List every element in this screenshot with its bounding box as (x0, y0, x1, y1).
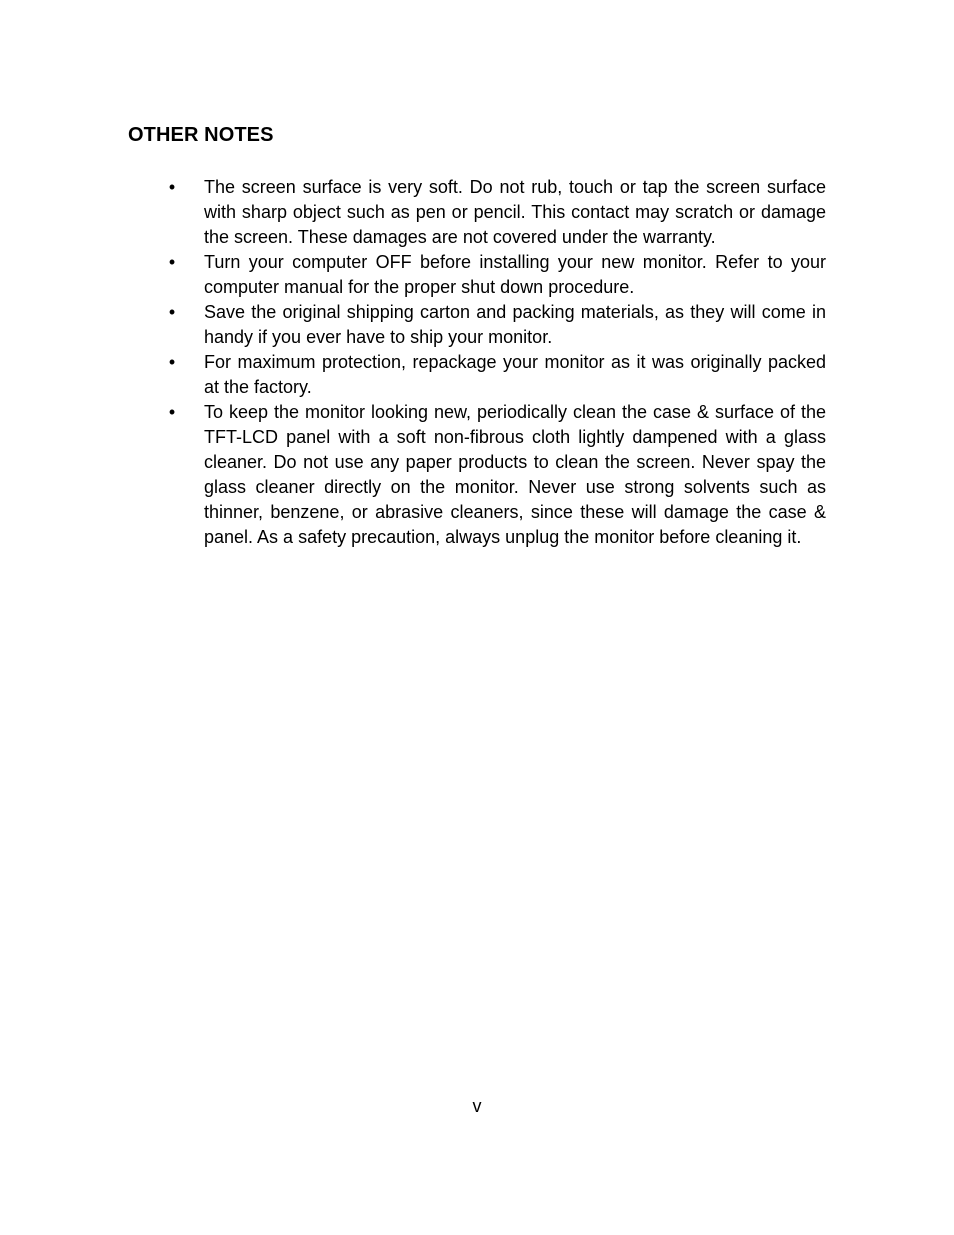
notes-list (164, 175, 826, 550)
note-text: Turn your computer OFF before installing your new monitor. Refer to your computer manual for the proper shut down procedure. (204, 252, 826, 297)
note-text: For maximum protection, repackage your monitor as it was originally packed at the factory. (204, 352, 826, 397)
note-item-3 (164, 300, 826, 350)
note-text: Save the original shipping carton and packing materials, as they will come in handy if you ever have to ship your monitor. (204, 302, 826, 347)
note-text: To keep the monitor looking new, periodically clean the case & surface of the TFT-LCD panel with a soft non-fibrous cloth lightly dampened with a glass cleaner. Do not use any paper products to clean the screen. Never spay the glass cleaner directly on the monitor. Never use strong solvents such as thinner, benzene, or abrasive cleaners, since these will damage the case & panel. As a safety precaution, always unplug the monitor before cleaning it. (204, 402, 826, 547)
note-item-2 (164, 250, 826, 300)
note-item-4 (164, 350, 826, 400)
bullet-icon: • (168, 352, 176, 372)
bullet-icon: • (168, 302, 176, 322)
section-heading: OTHER NOTES (128, 124, 274, 146)
bullet-icon: • (168, 177, 176, 197)
bullet-icon: • (168, 402, 176, 422)
page-number: v (472, 1096, 482, 1116)
note-item-5 (164, 400, 826, 550)
bullet-icon: • (168, 252, 176, 272)
note-text: The screen surface is very soft. Do not rub, touch or tap the screen surface with sharp object such as pen or pencil. This contact may scratch or damage the screen. These damages are not covered under the warranty. (204, 177, 826, 247)
note-item-1 (164, 175, 826, 250)
